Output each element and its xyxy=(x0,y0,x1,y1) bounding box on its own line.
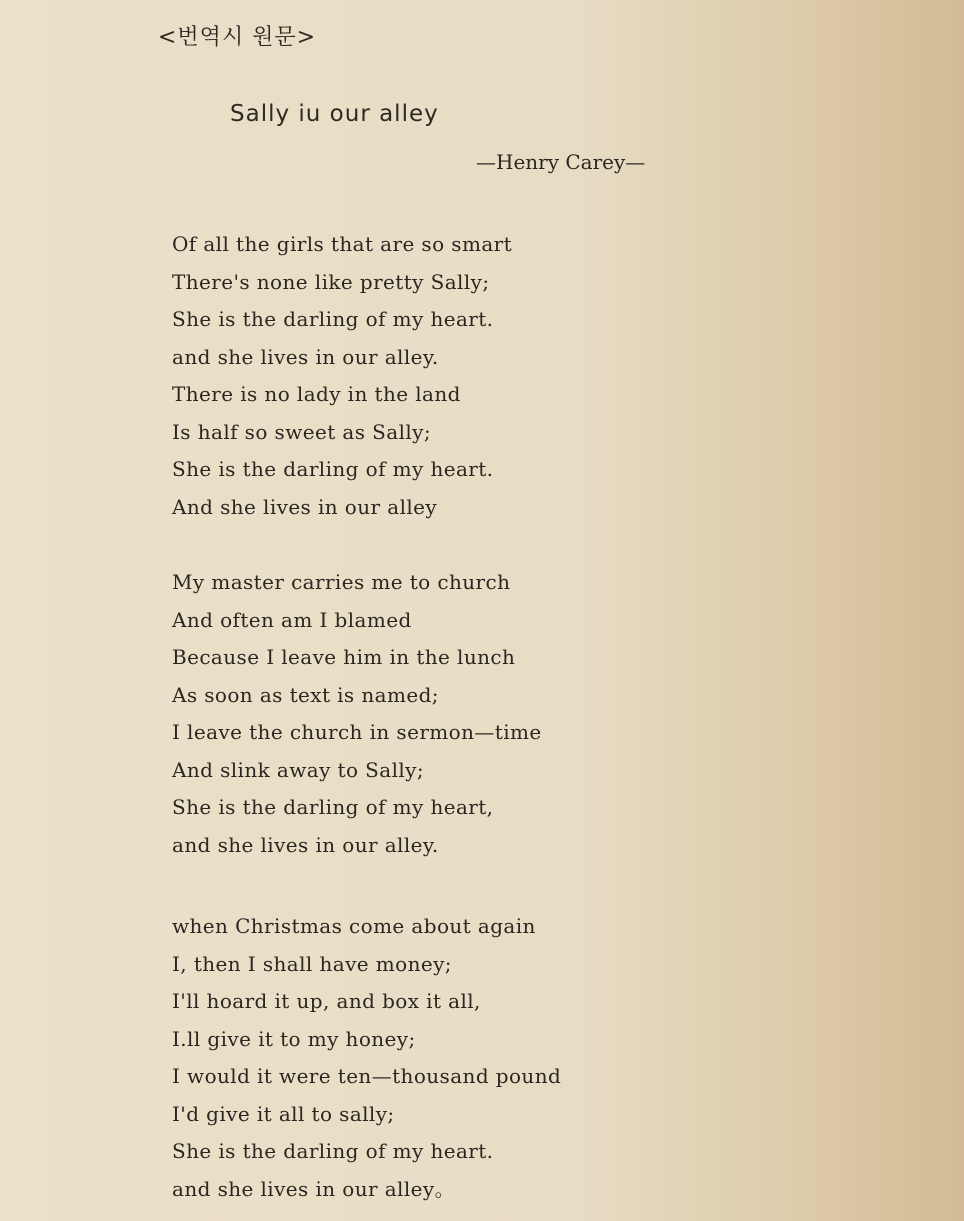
poem-line: There's none like pretty Sally; xyxy=(172,269,490,294)
stanza-2 xyxy=(172,564,542,864)
poem-line: Because I leave him in the lunch xyxy=(172,645,516,669)
poem-line: I leave the church in sermon—time xyxy=(172,720,542,744)
poem-line: She is the darling of my heart. xyxy=(172,307,494,331)
poem-line: I'd give it all to sally; xyxy=(172,1101,395,1126)
stanza-3 xyxy=(172,908,561,1208)
poem-line: She is the darling of my heart. xyxy=(172,1139,494,1163)
poem-line: Is half so sweet as Sally; xyxy=(172,419,431,444)
poem-line: and she lives in our alley. xyxy=(172,832,439,857)
poem-line: My master carries me to church xyxy=(172,570,511,594)
poem-line: Of all the girls that are so smart xyxy=(172,232,513,256)
poem-line: when Christmas come about again xyxy=(172,914,536,938)
poem-line: I.ll give it to my honey; xyxy=(172,1026,416,1051)
poem-line: I would it were ten—thousand pound xyxy=(172,1064,562,1088)
poem-title: Sally iu our alley xyxy=(230,101,439,127)
poem-line: I'll hoard it up, and box it all, xyxy=(172,989,481,1013)
poem-line: She is the darling of my heart. xyxy=(172,457,494,481)
poem-line: She is the darling of my heart, xyxy=(172,795,494,819)
poem-line: and she lives in our alley. xyxy=(172,344,439,369)
poem-line: And she lives in our alley xyxy=(172,494,438,519)
poem-line: I, then I shall have money; xyxy=(172,951,452,976)
poem-line: As soon as text is named; xyxy=(172,682,439,707)
poem-author: —Henry Carey— xyxy=(476,150,646,174)
poem-line: There is no lady in the land xyxy=(172,382,461,406)
section-header: <번역시 원문> xyxy=(158,25,317,50)
stanza-1 xyxy=(172,226,512,526)
poem-line: and she lives in our alley。 xyxy=(172,1176,455,1201)
poem-line: And slink away to Sally; xyxy=(172,757,425,782)
poem-line: And often am I blamed xyxy=(172,607,412,632)
